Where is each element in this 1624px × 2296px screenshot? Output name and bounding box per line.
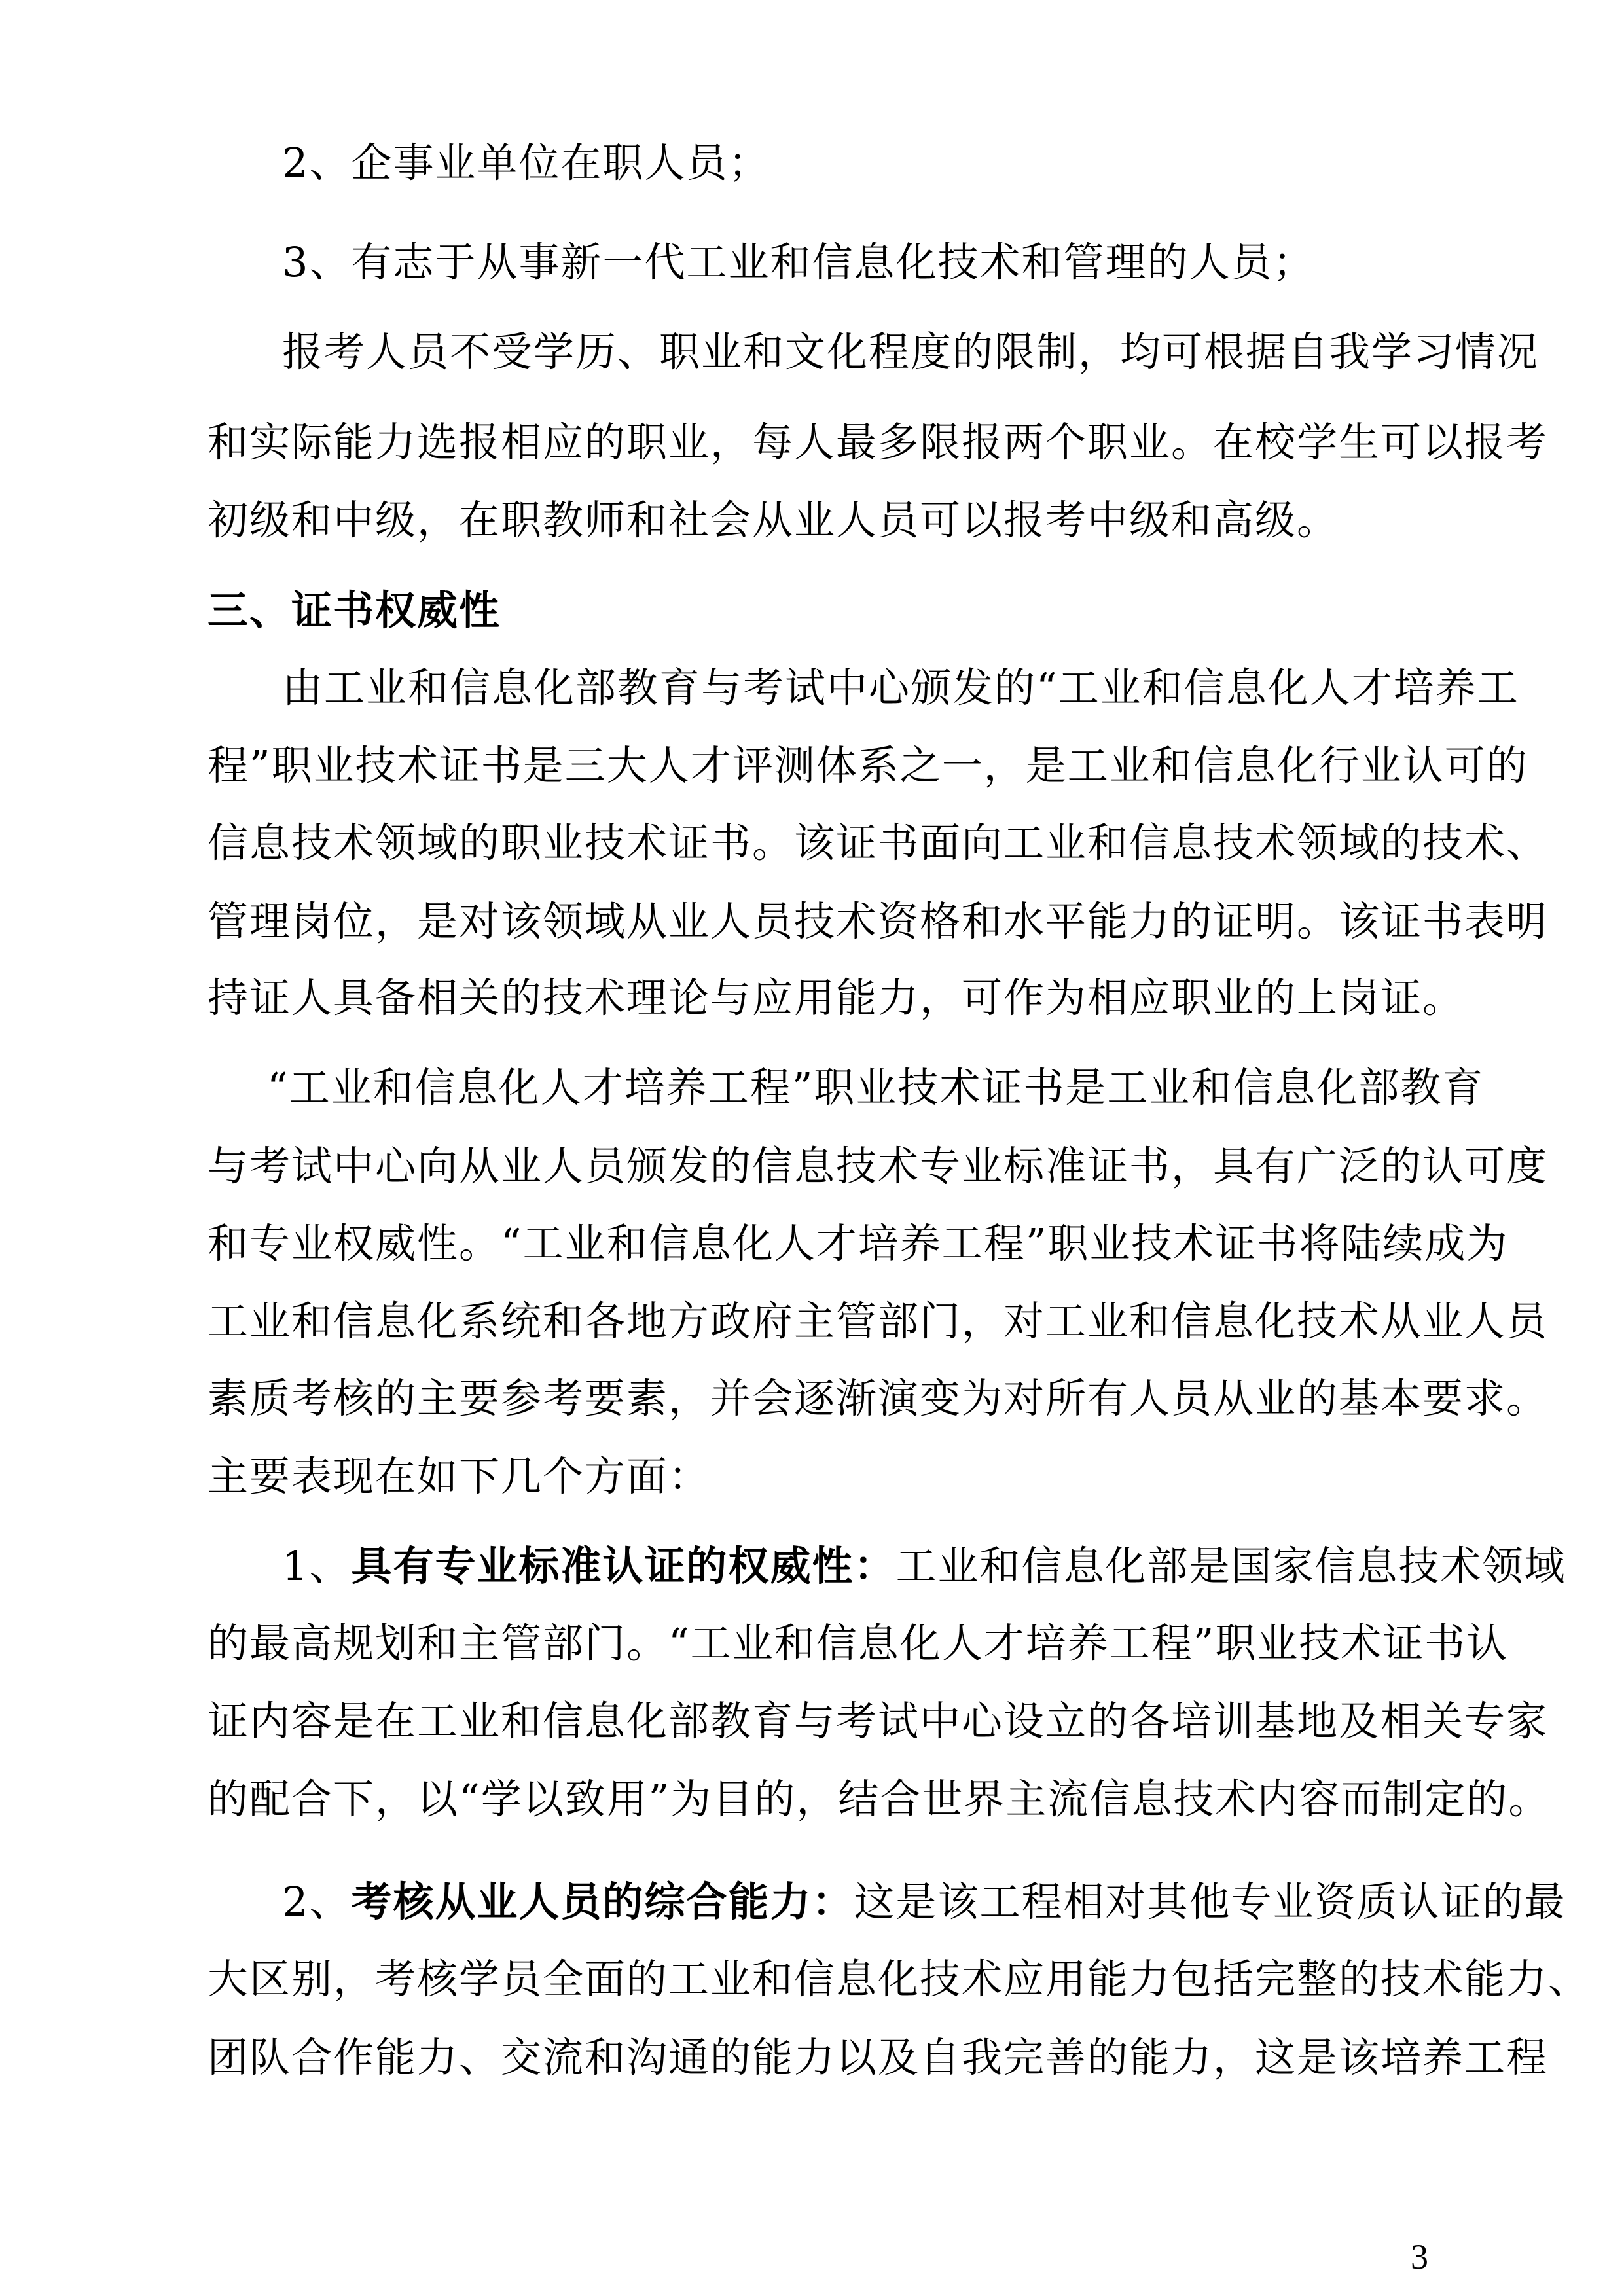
paragraph-line: 证内容是在工业和信息化部教育与考试中心设立的各培训基地及相关专家 (208, 1697, 1549, 1745)
paragraph-line: 的配合下，以“学以致用”为目的，结合世界主流信息技术内容而制定的。 (208, 1775, 1551, 1823)
page-number: 3 (1411, 2237, 1428, 2276)
paragraph-line: 信息技术领域的职业技术证书。该证书面向工业和信息技术领域的技术、 (208, 819, 1549, 867)
paragraph-line: 素质考核的主要参考要素，并会逐渐演变为对所有人员从业的基本要求。 (208, 1374, 1549, 1422)
paragraph-line: 报考人员不受学历、职业和文化程度的限制，均可根据自我学习情况 (282, 328, 1540, 376)
paragraph-line: 持证人具备相关的技术理论与应用能力，可作为相应职业的上岗证。 (208, 974, 1465, 1022)
paragraph-line: 由工业和信息化部教育与考试中心颁发的“工业和信息化人才培养工 (282, 664, 1519, 711)
paragraph-line: 团队合作能力、交流和沟通的能力以及自我完善的能力，这是该培养工程 (208, 2034, 1549, 2081)
paragraph-line: 大区别，考核学员全面的工业和信息化技术应用能力包括完整的技术能力、 (208, 1955, 1591, 2003)
list-item-1-first-line (282, 1540, 1566, 1592)
section-heading: 三、证书权威性 (208, 586, 501, 634)
list-item-3: 3、有志于从事新一代工业和信息化技术和管理的人员； (282, 238, 1315, 286)
item-bold-title: 考核从业人员的综合能力： (351, 1878, 854, 1926)
paragraph-line: 与考试中心向从业人员颁发的信息技术专业标准证书，具有广泛的认可度 (208, 1142, 1549, 1190)
paragraph-line: 程”职业技术证书是三大人才评测体系之一，是工业和信息化行业认可的 (208, 742, 1528, 789)
paragraph-line: “工业和信息化人才培养工程”职业技术证书是工业和信息化部教育 (267, 1064, 1485, 1111)
list-item-2: 2、企事业单位在职人员； (282, 139, 770, 187)
paragraph-line: 的最高规划和主管部门。“工业和信息化人才培养工程”职业技术证书认 (208, 1619, 1509, 1667)
item-text: 这是该工程相对其他专业资质认证的最 (854, 1878, 1566, 1926)
item-text: 工业和信息化部是国家信息技术领域 (895, 1542, 1566, 1590)
item-number: 2、 (282, 1878, 352, 1926)
paragraph-line: 初级和中级，在职教师和社会从业人员可以报考中级和高级。 (208, 496, 1339, 544)
item-bold-title: 具有专业标准认证的权威性： (351, 1542, 896, 1590)
paragraph-line: 管理岗位，是对该领域从业人员技术资格和水平能力的证明。该证书表明 (208, 897, 1549, 945)
list-item-2-first-line (282, 1876, 1566, 1928)
paragraph-line: 工业和信息化系统和各地方政府主管部门，对工业和信息化技术从业人员 (208, 1297, 1549, 1345)
item-number: 1、 (282, 1542, 352, 1590)
paragraph-line: 和专业权威性。“工业和信息化人才培养工程”职业技术证书将陆续成为 (208, 1219, 1509, 1267)
paragraph-line: 主要表现在如下几个方面： (208, 1452, 711, 1500)
paragraph-line: 和实际能力选报相应的职业，每人最多限报两个职业。在校学生可以报考 (208, 418, 1549, 466)
